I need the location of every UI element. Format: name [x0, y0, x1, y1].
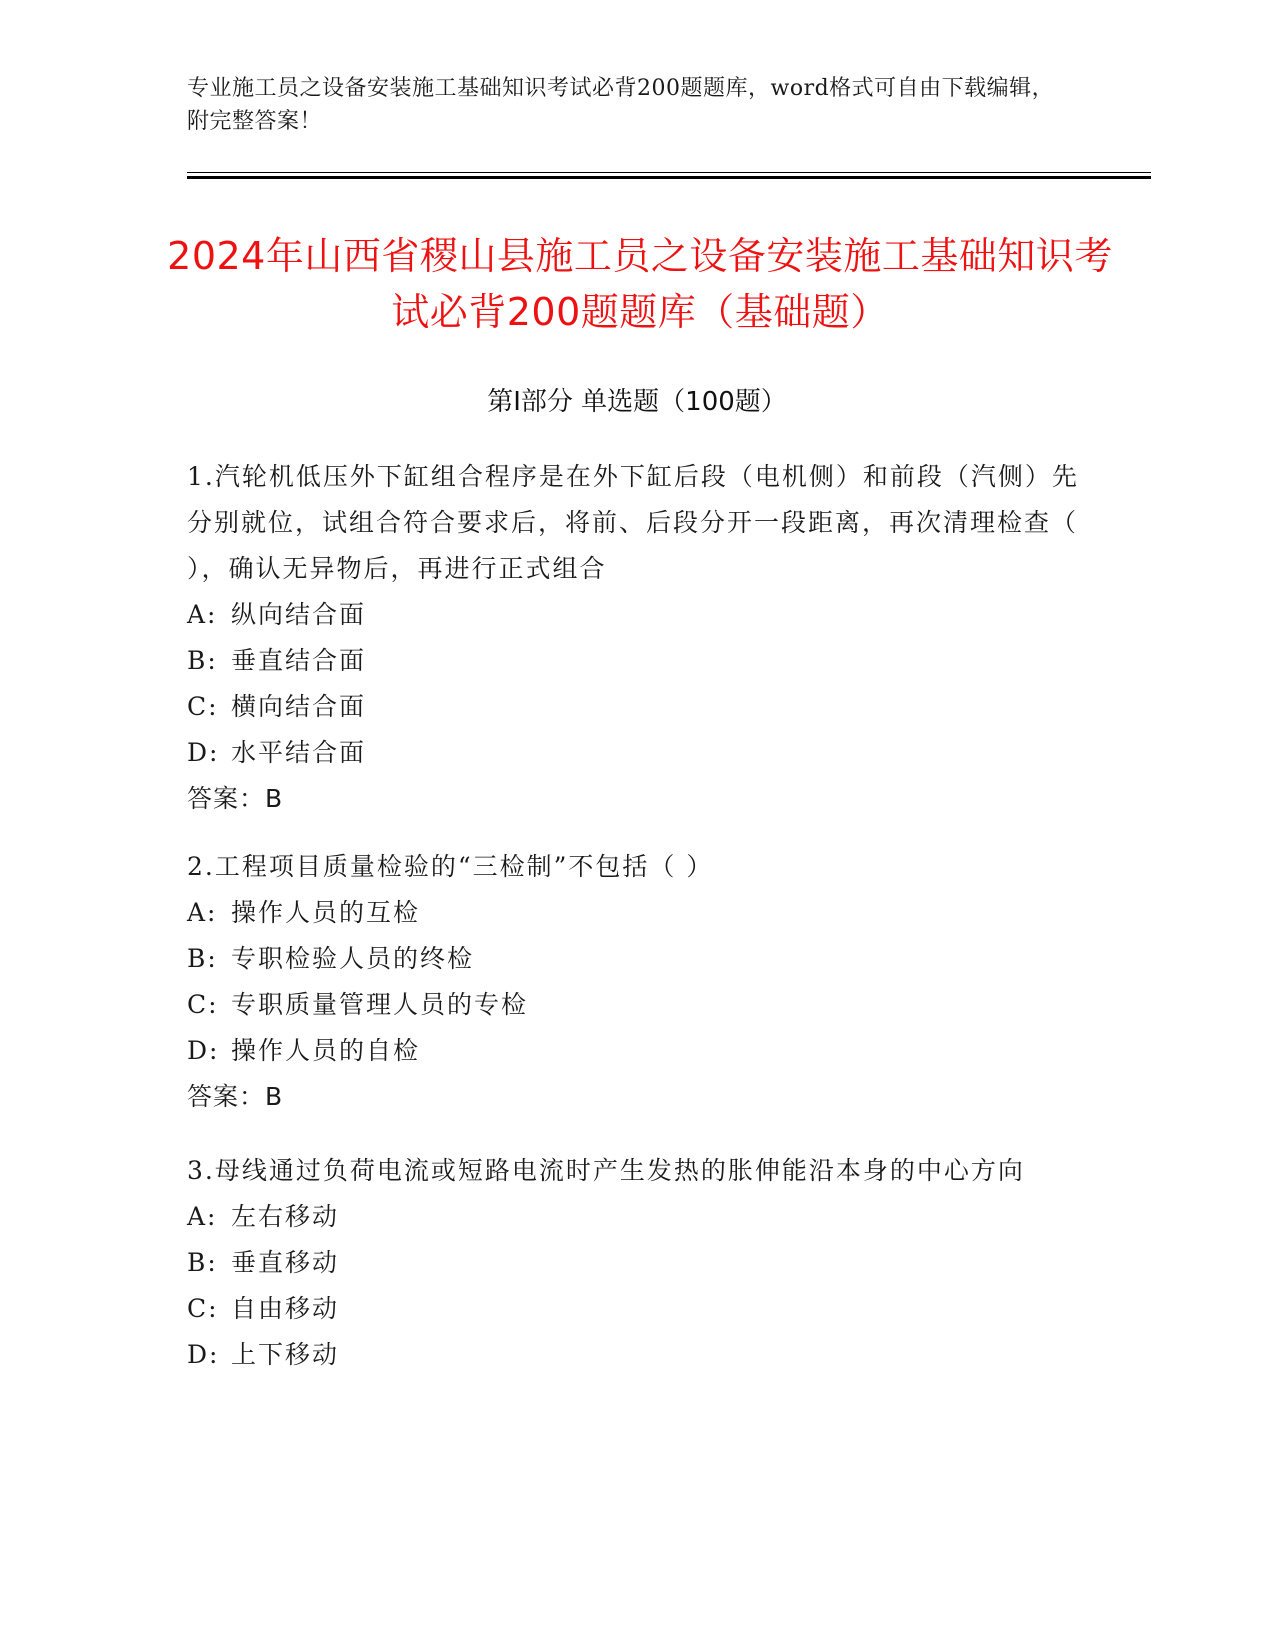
option-text: 横向结合面	[231, 692, 367, 721]
option-letter: C:	[187, 1294, 219, 1323]
option-letter: C:	[187, 692, 219, 721]
option-a	[187, 1194, 1087, 1240]
option-d	[187, 730, 1087, 776]
option-text: 纵向结合面	[231, 600, 367, 629]
question-2	[187, 844, 1087, 1120]
option-text: 自由移动	[231, 1294, 340, 1323]
option-letter: B:	[187, 944, 218, 973]
header-rule-thin	[187, 172, 1151, 173]
option-c	[187, 684, 1087, 730]
option-text: 水平结合面	[231, 738, 367, 767]
option-a	[187, 890, 1087, 936]
option-d	[187, 1028, 1087, 1074]
option-letter: D:	[187, 1340, 220, 1369]
answer: 答案：B	[187, 784, 284, 813]
section-title: 第Ⅰ部分 单选题（100题）	[487, 387, 787, 417]
option-letter: A:	[187, 600, 218, 629]
question-stem: 1.汽轮机低压外下缸组合程序是在外下缸后段（电机侧）和前段（汽侧）先分别就位，试组合符合要求后，将前、后段分开一段距离，再次清理检查（ ），确认无异物后，再进行正式组合	[187, 462, 1079, 583]
option-b	[187, 936, 1087, 982]
option-letter: D:	[187, 738, 220, 767]
question-3	[187, 1148, 1087, 1378]
answer: 答案：B	[187, 1082, 284, 1111]
option-text: 专职质量管理人员的专检	[231, 990, 529, 1019]
option-text: 操作人员的自检	[231, 1036, 421, 1065]
option-letter: D:	[187, 1036, 220, 1065]
option-letter: A:	[187, 898, 218, 927]
option-letter: A:	[187, 1202, 218, 1231]
option-b	[187, 638, 1087, 684]
option-a	[187, 592, 1087, 638]
option-text: 垂直结合面	[231, 646, 367, 675]
option-letter: C:	[187, 990, 219, 1019]
option-text: 左右移动	[231, 1202, 340, 1231]
option-d	[187, 1332, 1087, 1378]
option-b	[187, 1240, 1087, 1286]
page-title: 2024年山西省稷山县施工员之设备安装施工基础知识考试必背200题题库（基础题）	[167, 234, 1113, 334]
option-text: 操作人员的互检	[231, 898, 421, 927]
option-text: 垂直移动	[231, 1248, 340, 1277]
option-letter: B:	[187, 646, 218, 675]
question-stem: 2.工程项目质量检验的“三检制”不包括（ ）	[187, 852, 714, 881]
option-c	[187, 982, 1087, 1028]
option-text: 上下移动	[231, 1340, 340, 1369]
question-1	[187, 454, 1087, 822]
question-stem: 3.母线通过负荷电流或短路电流时产生发热的胀伸能沿本身的中心方向	[187, 1156, 1025, 1185]
header-note: 专业施工员之设备安装施工基础知识考试必背200题题库，word格式可自由下载编辑，附完整答案！	[187, 76, 1055, 134]
header-rule-thick	[187, 176, 1151, 179]
option-letter: B:	[187, 1248, 218, 1277]
option-text: 专职检验人员的终检	[231, 944, 475, 973]
option-c	[187, 1286, 1087, 1332]
